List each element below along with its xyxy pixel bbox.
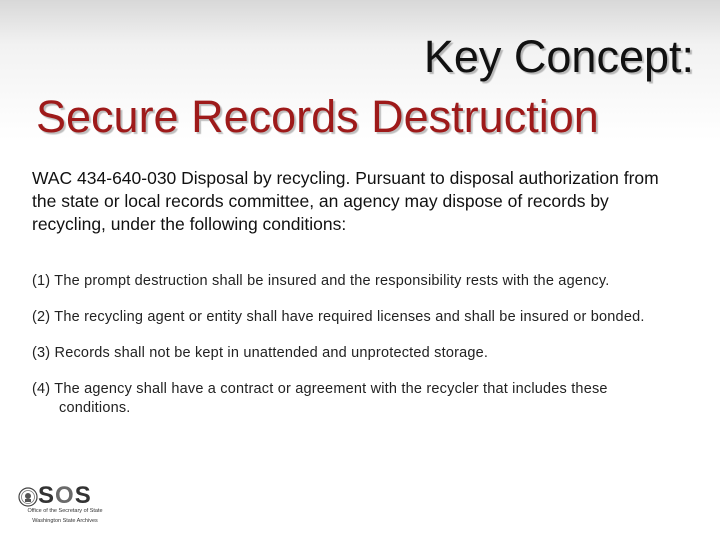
intro-paragraph: WAC 434-640-030 Disposal by recycling. Pursuant to disposal authorization from the state or local records committee, an agency may dispose of records by recycling, under the following conditions: xyxy=(32,168,659,234)
condition-item: (3) Records shall not be kept in unattended and unprotected storage. xyxy=(32,345,489,361)
sos-logo xyxy=(16,482,114,530)
condition-item: (1) The prompt destruction shall be insured and the responsibility rests with the agency. xyxy=(32,273,610,289)
conditions-list xyxy=(32,272,682,435)
logo-subtitle-archives: Washington State Archives xyxy=(32,518,98,524)
slide-title-line1: Key Concept: xyxy=(423,31,694,82)
logo-subtitle-office: Office of the Secretary of State xyxy=(27,508,103,514)
logo-letter-s: S xyxy=(74,482,92,509)
sos-wordmark xyxy=(38,484,92,508)
slide-title-line2: Secure Records Destruction xyxy=(36,91,599,142)
condition-item: (2) The recycling agent or entity shall have required licenses and shall be insured or bonded. xyxy=(32,309,645,325)
logo-letter-o: O xyxy=(55,482,75,509)
state-seal-icon xyxy=(18,487,38,507)
condition-item: (4) The agency shall have a contract or agreement with the recycler that includes these conditions. xyxy=(32,381,608,416)
logo-letter-s: S xyxy=(38,482,56,509)
